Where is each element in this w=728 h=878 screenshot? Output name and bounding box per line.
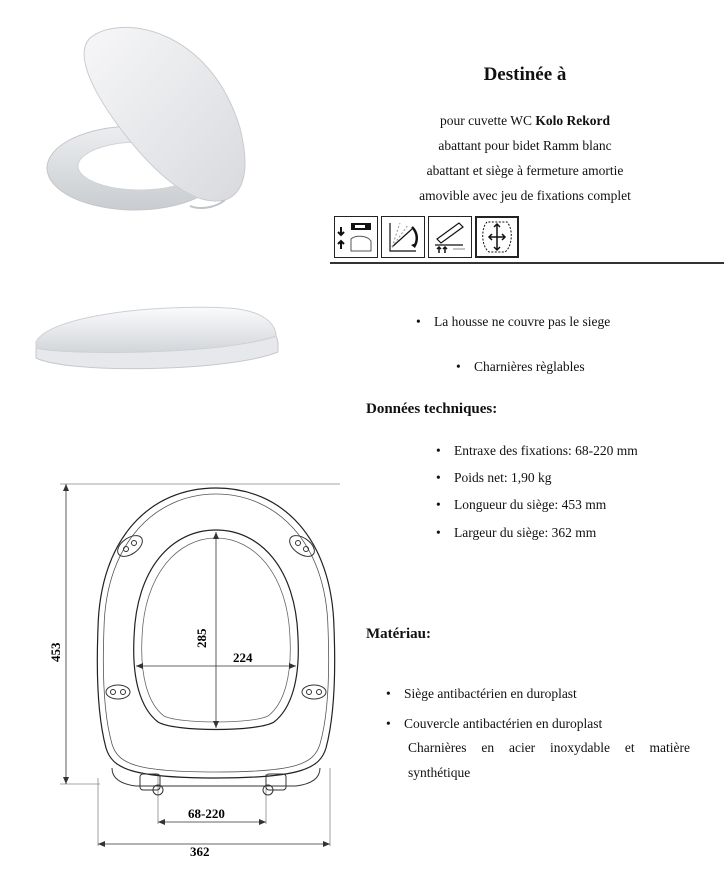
toilet-seat-open-photo [40, 18, 280, 223]
dimension-inner-width: 224 [233, 650, 253, 665]
destinee-line-3: abattant et siège à fermeture amortie [426, 163, 624, 178]
adjustable-hinge-icon [475, 216, 519, 258]
feature-item: • La housse ne couvre pas le siege [416, 314, 611, 329]
technical-item: • Poids net: 1,90 kg [436, 470, 552, 485]
feature-icons [334, 216, 519, 260]
technical-item: • Largeur du siège: 362 mm [436, 525, 597, 540]
dimension-fixing-distance: 68-220 [188, 806, 225, 821]
technical-heading: Données techniques: [366, 401, 498, 417]
destinee-model-name: Kolo Rekord [535, 113, 610, 128]
destinee-line-1: pour cuvette WC Kolo Rekord [440, 113, 610, 128]
material-continuation: Charnières en acier inoxydable et matière [408, 740, 690, 755]
material-item: • Couvercle antibactérien en duroplast [386, 716, 603, 731]
destinee-line-2: abattant pour bidet Ramm blanc [438, 138, 612, 153]
lift-off-icon [428, 216, 472, 258]
technical-drawing [40, 478, 360, 860]
material-heading: Matériau: [366, 626, 431, 642]
technical-item: • Longueur du siège: 453 mm [436, 497, 607, 512]
destinee-line-4: amovible avec jeu de fixations complet [419, 188, 631, 203]
material-continuation: synthétique [408, 765, 471, 780]
wrench-mount-icon [334, 216, 378, 258]
soft-close-icon [381, 216, 425, 258]
toilet-seat-closed-photo [28, 292, 288, 382]
technical-item: • Entraxe des fixations: 68-220 mm [436, 443, 638, 458]
feature-item: • Charnières règlables [456, 359, 585, 374]
dimension-length: 453 [48, 642, 63, 662]
material-item: • Siège antibactérien en duroplast [386, 686, 577, 701]
dimension-width: 362 [190, 844, 210, 859]
destinee-title: Destinée à [483, 64, 567, 85]
section-divider [330, 262, 724, 264]
dimension-inner-length: 285 [194, 628, 209, 648]
